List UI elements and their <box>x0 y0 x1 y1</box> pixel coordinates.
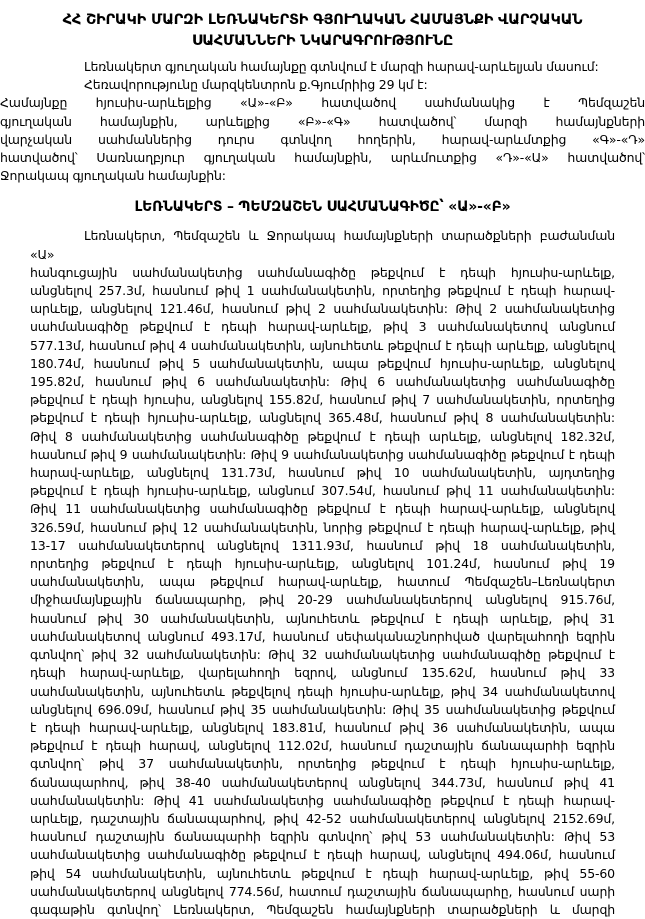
text-line: սահմանակետերով անցնելով 774.56մ, հատում դաշտային ճանապարհը, հասնում սարի <box>30 883 615 899</box>
text-line: թեքվում է դեպի հյուսիս-արևելք, անցնում 307.54մ, հասնում թիվ 11 սահմանակետին: <box>30 483 615 499</box>
document-title-line2: ՍԱՀՄԱՆՆԵՐԻ ՆԿԱՐԱԳՐՈՒԹՅՈՒՆԸ <box>191 33 454 49</box>
text-line: 180.74մ, հասնում թիվ 5 սահմանակետին, ապա թեքվում հյուսիս-արևելք, անցնելով <box>30 355 615 371</box>
text-line: հանգուցային սահմանակետից սահմանագիծը թեքվում է դեպի հյուսիս-արևելք, <box>30 264 615 280</box>
text-line: գտնվող՝ թիվ 32 սահմանակետին: Թիվ 32 սահմանակետից սահմանագիծը թեքվում է <box>30 647 615 663</box>
text-line: Թիվ 11 սահմանակետից սահմանագիծը թեքվում է դեպի հարավ-արևելք, անցնելով <box>30 501 615 517</box>
text-line: թեքվում է դեպի հյուսիս, անցնելով 155.82մ, հասնում թիվ 7 սահմանակետին, որտեղից <box>30 392 615 408</box>
text-line: ճանապարհով, թիվ 38-40 սահմանակետերով անցնելով 344.73մ, հասնում թիվ 41 <box>30 774 615 790</box>
text-line: թեքվում է դեպի հարավ, անցնելով 112.02մ, հասնում դաշտային ճանապարհի եզրին <box>30 738 615 754</box>
text-line: հասնում թիվ 9 սահմանակետին: Թիվ 9 սահմանակետից սահմանագիծը թեքվում է դեպի <box>30 446 615 462</box>
text-line: Լեռնակերտ, Պեմզաշեն և Ջորակապ համայնքների տարածքների բաժանման «Ա» <box>30 228 615 262</box>
text-line: է դեպի հարավ-արևելք, անցնելով 183.81մ, հասնում թիվ 36 սահմանակետին, ապա <box>30 719 615 735</box>
document-title <box>30 10 615 52</box>
text-line: դեպի հարավ-արևելք, վարելահողի եզրով, անցնում 135.62մ, հասնում թիվ 33 <box>30 665 615 681</box>
text-line: արևելք, անցնելով 121.46մ, հասնում թիվ 2 սահմանակետին: Թիվ 2 սահմանակետից <box>30 301 615 317</box>
text-line: Ջորակապ գյուղական համայնքին: <box>0 168 226 184</box>
text-line: սահմանակետով անցնում 493.17մ, հասնում սեփականաշնորհված վարելահողի եզրին <box>30 628 615 644</box>
boundary-overview-paragraph <box>0 94 645 185</box>
text-line: արևելք, դաշտային ճանապարհով, թիվ 42-52 սահմանակետերով անցնելով 2152.69մ, <box>30 810 615 826</box>
text-line: միջհամայնքային ճանապարհը, թիվ 20-29 սահմանակետերով անցնելով 915.76մ, <box>30 592 615 608</box>
text-line: Թիվ 8 սահմանակետից սահմանագիծը թեքվում է դեպի արևելք, անցնելով 182.32մ, <box>30 428 615 444</box>
text-line: սահմանակետից սահմանագիծը թեքվում է դեպի հարավ, անցնելով 494.06մ, հասնում <box>30 847 615 863</box>
text-line: հասնում դաշտային ճանապարհի եզրին գտնվող՝ թիվ 53 սահմանակետին: Թիվ 53 <box>30 829 615 845</box>
text-line: գագաթին գտնվող՝ Լեռնակերտ, Պեմզաշեն համայնքների տարածքների և մարզի <box>30 901 615 917</box>
text-line: անցնելով 696.09մ, հասնում թիվ 35 սահմանակետին: Թիվ 35 սահմանակետից թեքվում <box>30 701 615 717</box>
text-line: թեքվում է դեպի հյուսիս-արևելք, անցնելով 365.48մ, հասնում թիվ 8 սահմանակետին: <box>30 410 615 426</box>
text-line: սահմանակետին, ապա թեքվում հարավ-արևելք, հատում Պեմզաշեն–Լեռնակերտ <box>30 574 615 590</box>
text-line: գյուղական համայնքին, արևելքից «Բ»-«Գ» հատվածով՝ մարզի համայնքների <box>0 113 645 129</box>
text-line: հատվածով՝ Սառնաղբյուր գյուղական համայնքին, արևմուտքից «Դ»-«Ա» հատվածով՝ <box>0 150 645 166</box>
text-line: որտեղից թեքվում է դեպի հյուսիս-արևելք, անցնելով 101.24մ, հասնում թիվ 19 <box>30 556 615 572</box>
text-line: գտնվող՝ թիվ 37 սահմանակետին, որտեղից թեքվում է դեպի հյուսիս-արևելք, <box>30 756 615 772</box>
text-line: անցնելով 257.3մ, հասնում թիվ 1 սահմանակետին, որտեղից թեքվում է դեպի հարավ- <box>30 283 615 299</box>
text-line: Լեռնակերտ գյուղական համայնքը գտնվում է մարզի հարավ-արևելյան մասում: <box>84 59 599 74</box>
text-line: 326.59մ, հասնում թիվ 12 սահմանակետին, նորից թեքվում է դեպի հարավ-արևելք, թիվ <box>30 519 615 535</box>
text-line: 195.82մ, հասնում թիվ 6 սահմանակետին: Թիվ 6 սահմանակետից սահմանագիծը <box>30 374 615 390</box>
text-line: հասնում թիվ 30 սահմանակետին, այնուհետև թեքվում է դեպի արևելք, թիվ 31 <box>30 610 615 626</box>
text-line: սահմանակետին, այնուհետև թեքվելով դեպի հյուսիս-արևելք, թիվ 34 սահմանակետով <box>30 683 615 699</box>
text-line: 577.13մ, հասնում թիվ 4 սահմանակետին, այնուհետև թեքվում է դեպի արևելք, անցնելով <box>30 337 615 353</box>
boundary-description-paragraph <box>30 227 615 919</box>
text-line: Հեռավորությունը մարզկենտրոն ք.Գյումրիից 29 կմ է: <box>84 77 428 93</box>
text-line: վարչական սահմաններից դուրս գտնվող հողերին, հարավ-արևմտքից «Գ»-«Դ» <box>0 131 645 147</box>
text-line: Համայնքը հյուսիս-արևելքից «Ա»-«Բ» հատվածով սահմանակից է Պեմզաշեն <box>0 95 645 111</box>
intro-paragraph <box>30 58 615 94</box>
text-line: սահմանակետին: Թիվ 41 սահմանակետից սահմանագիծը թեքվում է դեպի հարավ- <box>30 792 615 808</box>
section-heading: ԼԵՌՆԱԿԵՐՏ – ՊԵՄԶԱՇԵՆ ՍԱՀՄԱՆԱԳԻԾԸ՝ «Ա»-«Բ» <box>134 199 511 216</box>
text-line: թիվ 54 սահմանակետին, այնուհետև թեքվում է դեպի հարավ-արևելք, թիվ 55-60 <box>30 865 615 881</box>
text-line: հարավ-արևելք, անցնելով 131.73մ, հասնում թիվ 10 սահմանակետին, այդտեղից <box>30 465 615 481</box>
text-line: սահմանագիծը թեքվում է դեպի հարավ-արևելք, թիվ 3 սահմանակետով անցնում <box>30 319 615 335</box>
text-line: 13-17 սահմանակետերով անցնելով 1311.93մ, հասնում թիվ 18 սահմանակետին, <box>30 537 615 553</box>
document-title-line1: ՀՀ ՇԻՐԱԿԻ ՄԱՐԶԻ ԼԵՌՆԱԿԵՐՏԻ ԳՅՈՒՂԱԿԱՆ ՀԱՄԱՅՆՔԻ ՎԱՐՉԱԿԱՆ <box>62 12 583 28</box>
